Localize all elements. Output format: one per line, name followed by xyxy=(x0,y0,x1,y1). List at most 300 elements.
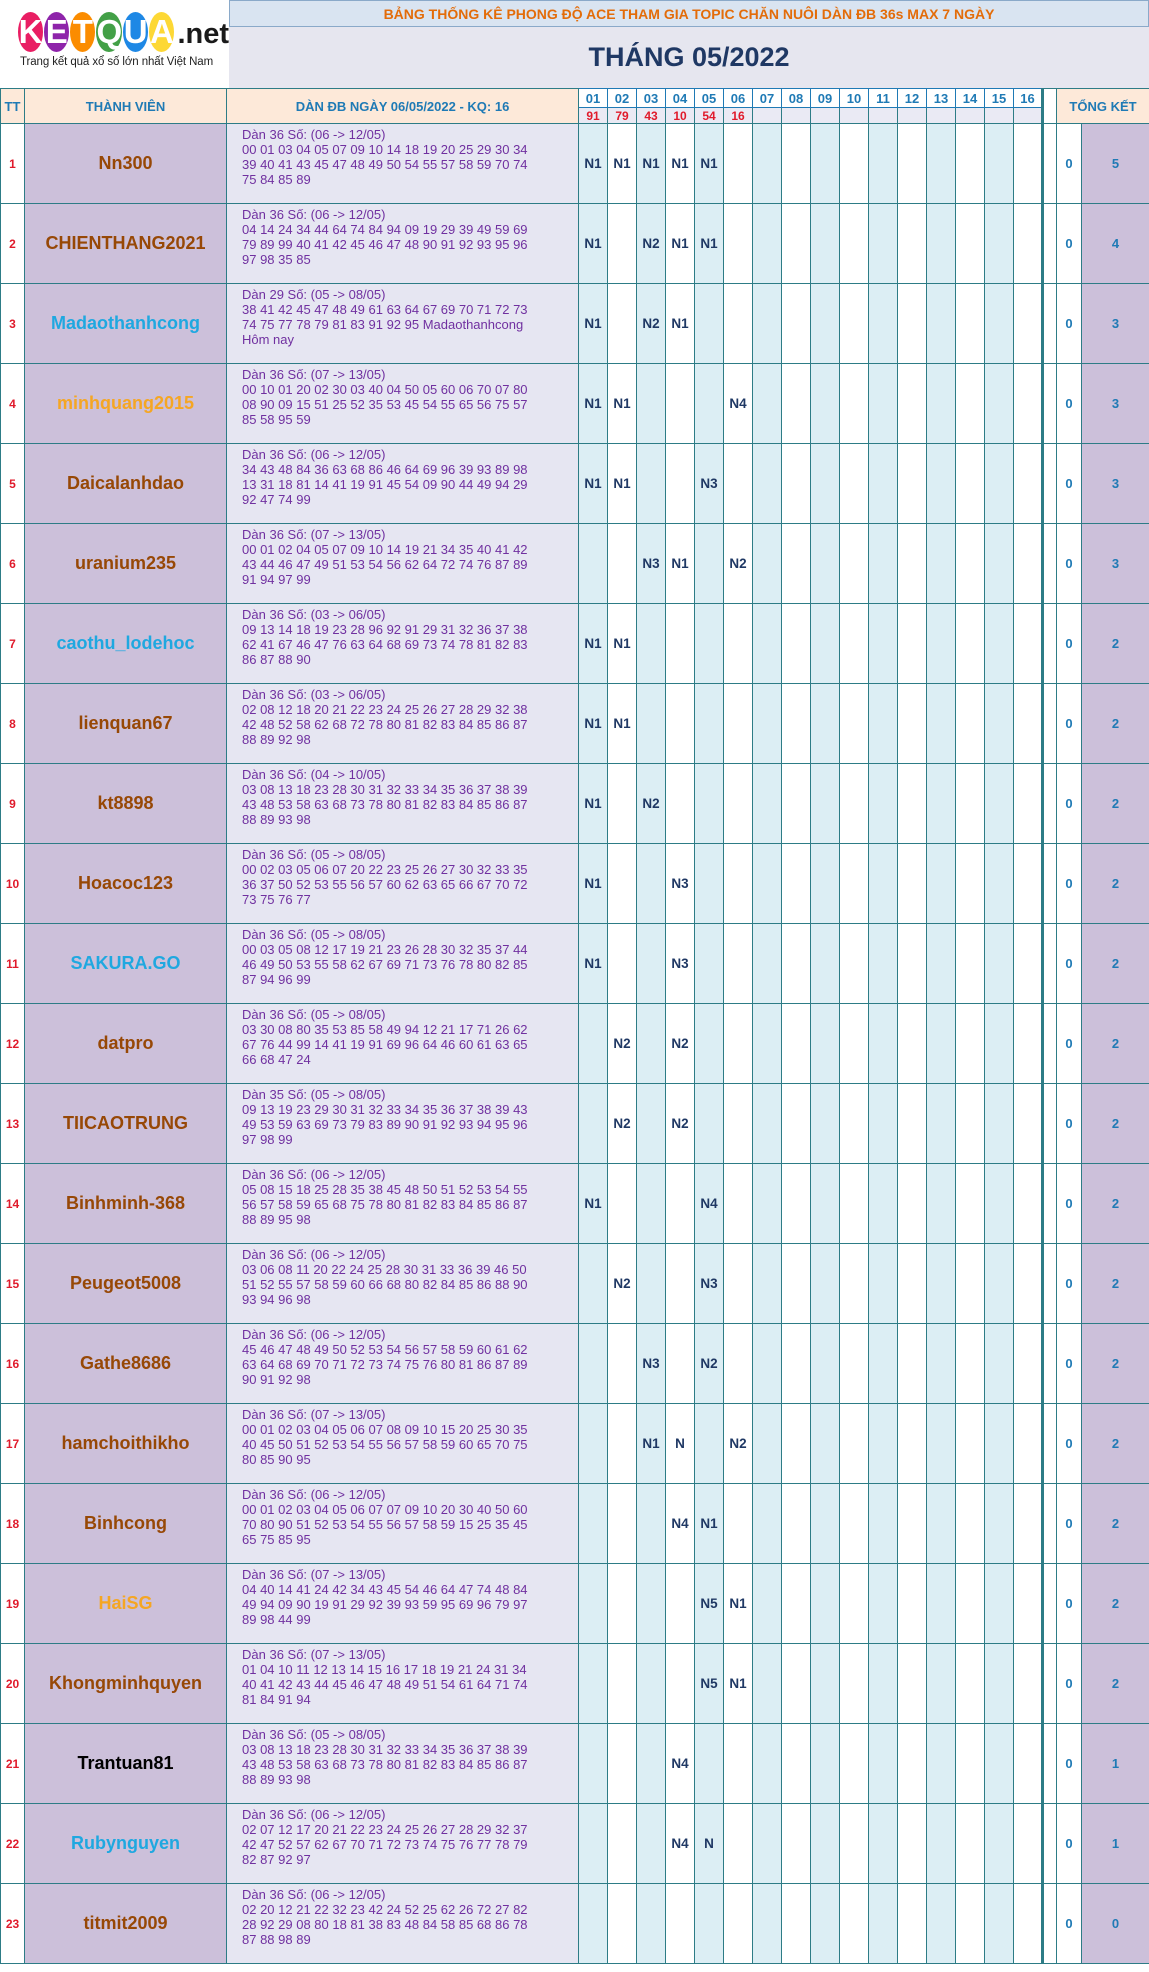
summary-zero: 0 xyxy=(1057,604,1082,684)
member-name[interactable]: Hoacoc123 xyxy=(25,844,227,924)
day-mark xyxy=(753,684,782,764)
member-name[interactable]: caothu_lodehoc xyxy=(25,604,227,684)
dan-line: 93 94 96 98 xyxy=(242,1292,311,1307)
logo-letter: T xyxy=(70,12,95,52)
dan-line: 67 76 44 99 14 41 19 91 69 96 64 46 60 61 63 65 xyxy=(242,1037,528,1052)
day-mark xyxy=(637,1884,666,1964)
day-mark xyxy=(985,124,1014,204)
day-mark xyxy=(927,684,956,764)
dan-line: 88 89 95 98 xyxy=(242,1212,311,1227)
day-mark xyxy=(1014,284,1043,364)
day-mark xyxy=(579,1724,608,1804)
day-mark xyxy=(579,1244,608,1324)
day-mark xyxy=(753,1244,782,1324)
day-mark xyxy=(666,764,695,844)
summary-total: 0 xyxy=(1082,1884,1149,1964)
day-mark xyxy=(1014,1804,1043,1884)
day-mark xyxy=(956,1164,985,1244)
dan-line: 43 44 46 47 49 51 53 54 56 62 64 72 74 76 87 89 xyxy=(242,557,528,572)
day-mark: N1 xyxy=(695,124,724,204)
dan-line: 45 46 47 48 49 50 52 53 54 56 57 58 59 60 61 62 xyxy=(242,1342,528,1357)
day-mark xyxy=(753,1644,782,1724)
day-mark xyxy=(927,1404,956,1484)
day-mark xyxy=(637,1484,666,1564)
day-mark xyxy=(811,204,840,284)
member-name[interactable]: Madaothanhcong xyxy=(25,284,227,364)
dan-line: 49 53 59 63 69 73 79 83 89 90 91 92 93 94 95 96 xyxy=(242,1117,528,1132)
day-mark xyxy=(608,1564,637,1644)
day-mark xyxy=(782,124,811,204)
member-name[interactable]: Rubynguyen xyxy=(25,1804,227,1884)
day-mark xyxy=(782,444,811,524)
row-number: 17 xyxy=(1,1404,25,1484)
member-name[interactable]: Binhminh-368 xyxy=(25,1164,227,1244)
dan-line: 87 88 98 89 xyxy=(242,1932,311,1947)
member-name[interactable]: Binhcong xyxy=(25,1484,227,1564)
row-number: 7 xyxy=(1,604,25,684)
day-mark xyxy=(782,844,811,924)
day-mark xyxy=(840,1244,869,1324)
dan-line: 40 41 42 43 44 45 46 47 48 49 51 54 61 64 71 74 xyxy=(242,1677,528,1692)
summary-total: 2 xyxy=(1082,844,1149,924)
summary-zero: 0 xyxy=(1057,1004,1082,1084)
summary-zero: 0 xyxy=(1057,204,1082,284)
member-name[interactable]: Daicalanhdao xyxy=(25,444,227,524)
day-mark xyxy=(869,1644,898,1724)
day-mark: N1 xyxy=(637,124,666,204)
column-gap xyxy=(1043,1004,1057,1084)
day-mark xyxy=(811,844,840,924)
day-mark xyxy=(782,604,811,684)
day-mark xyxy=(927,604,956,684)
dan-numbers xyxy=(227,1804,579,1884)
ketqua-logo[interactable] xyxy=(0,0,229,88)
stats-table xyxy=(0,88,1149,1964)
member-name[interactable]: Gathe8686 xyxy=(25,1324,227,1404)
day-mark xyxy=(898,1004,927,1084)
day-mark xyxy=(985,1404,1014,1484)
day-mark xyxy=(956,764,985,844)
day-mark xyxy=(666,1164,695,1244)
dan-line: Dàn 36 Số: (05 -> 08/05) xyxy=(242,1007,386,1022)
summary-total: 2 xyxy=(1082,1404,1149,1484)
day-mark xyxy=(724,764,753,844)
day-mark: N1 xyxy=(579,204,608,284)
day-mark xyxy=(666,1564,695,1644)
day-mark xyxy=(869,604,898,684)
member-name[interactable]: hamchoithikho xyxy=(25,1404,227,1484)
member-name[interactable]: titmit2009 xyxy=(25,1884,227,1964)
row-number: 10 xyxy=(1,844,25,924)
header-member: THÀNH VIÊN xyxy=(25,89,227,124)
dan-numbers xyxy=(227,1244,579,1324)
row-number: 21 xyxy=(1,1724,25,1804)
day-mark xyxy=(753,1324,782,1404)
day-mark xyxy=(753,1884,782,1964)
day-mark: N1 xyxy=(666,124,695,204)
dan-numbers xyxy=(227,1004,579,1084)
column-gap xyxy=(1043,1324,1057,1404)
day-mark xyxy=(869,284,898,364)
row-number: 9 xyxy=(1,764,25,844)
day-mark: N1 xyxy=(579,1164,608,1244)
day-mark xyxy=(579,1804,608,1884)
day-mark xyxy=(840,1404,869,1484)
day-mark xyxy=(840,1884,869,1964)
day-header: 14 xyxy=(956,89,985,108)
dan-line: Dàn 36 Số: (04 -> 10/05) xyxy=(242,767,386,782)
dan-numbers xyxy=(227,284,579,364)
day-mark xyxy=(927,204,956,284)
dan-numbers xyxy=(227,124,579,204)
day-mark xyxy=(637,364,666,444)
table-row xyxy=(1,924,1149,1004)
day-mark xyxy=(927,1644,956,1724)
day-result xyxy=(898,108,927,124)
day-mark xyxy=(753,204,782,284)
day-mark xyxy=(637,1084,666,1164)
day-mark xyxy=(956,1404,985,1484)
day-mark xyxy=(927,1724,956,1804)
day-mark xyxy=(811,684,840,764)
summary-zero: 0 xyxy=(1057,1724,1082,1804)
day-mark xyxy=(927,1324,956,1404)
day-mark xyxy=(956,444,985,524)
member-name[interactable]: minhquang2015 xyxy=(25,364,227,444)
day-mark xyxy=(840,1644,869,1724)
day-mark xyxy=(840,764,869,844)
day-mark xyxy=(753,1484,782,1564)
day-mark xyxy=(1014,1724,1043,1804)
day-mark: N1 xyxy=(608,604,637,684)
member-name[interactable]: Nn300 xyxy=(25,124,227,204)
day-header: 13 xyxy=(927,89,956,108)
member-name[interactable]: SAKURA.GO xyxy=(25,924,227,1004)
day-mark xyxy=(927,1164,956,1244)
column-gap xyxy=(1043,1484,1057,1564)
day-mark xyxy=(985,524,1014,604)
column-gap xyxy=(1043,924,1057,1004)
day-mark: N3 xyxy=(666,844,695,924)
summary-total: 2 xyxy=(1082,1244,1149,1324)
day-result xyxy=(840,108,869,124)
dan-line: 73 75 76 77 xyxy=(242,892,311,907)
column-gap xyxy=(1043,764,1057,844)
day-mark xyxy=(637,1164,666,1244)
day-mark xyxy=(956,924,985,1004)
summary-zero: 0 xyxy=(1057,1644,1082,1724)
day-mark xyxy=(956,1484,985,1564)
dan-line: 01 04 10 11 12 13 14 15 16 17 18 19 21 24 31 34 xyxy=(242,1662,527,1677)
member-name[interactable]: Trantuan81 xyxy=(25,1724,227,1804)
summary-total: 2 xyxy=(1082,1644,1149,1724)
day-mark: N3 xyxy=(695,1244,724,1324)
day-mark xyxy=(869,1804,898,1884)
day-mark xyxy=(898,364,927,444)
day-mark xyxy=(724,1804,753,1884)
table-row xyxy=(1,204,1149,284)
logo-letter: U xyxy=(123,13,148,50)
row-number: 13 xyxy=(1,1084,25,1164)
stats-body xyxy=(1,124,1149,1964)
day-mark xyxy=(985,364,1014,444)
day-mark xyxy=(695,1004,724,1084)
day-mark xyxy=(608,284,637,364)
day-mark xyxy=(811,1324,840,1404)
day-mark xyxy=(869,364,898,444)
day-mark: N1 xyxy=(724,1564,753,1644)
day-mark: N3 xyxy=(637,524,666,604)
day-mark xyxy=(927,444,956,524)
summary-zero: 0 xyxy=(1057,124,1082,204)
day-mark xyxy=(753,1164,782,1244)
day-mark: N4 xyxy=(724,364,753,444)
day-mark xyxy=(608,1164,637,1244)
logo-letter: K xyxy=(18,13,43,50)
day-mark xyxy=(811,1004,840,1084)
day-mark xyxy=(956,1004,985,1084)
day-mark xyxy=(927,124,956,204)
day-mark xyxy=(811,1244,840,1324)
dan-line: 00 02 03 05 06 07 20 22 23 25 26 27 30 32 33 35 xyxy=(242,862,528,877)
row-number: 14 xyxy=(1,1164,25,1244)
day-mark xyxy=(608,924,637,1004)
member-name[interactable]: lienquan67 xyxy=(25,684,227,764)
day-mark xyxy=(724,1164,753,1244)
day-mark xyxy=(869,444,898,524)
member-name[interactable]: TIICAOTRUNG xyxy=(25,1084,227,1164)
day-mark: N1 xyxy=(579,924,608,1004)
day-mark xyxy=(869,764,898,844)
day-mark xyxy=(985,1804,1014,1884)
dan-line: 88 89 93 98 xyxy=(242,812,311,827)
day-mark xyxy=(724,204,753,284)
day-mark xyxy=(608,1484,637,1564)
day-result xyxy=(985,108,1014,124)
day-mark xyxy=(898,844,927,924)
day-header: 07 xyxy=(753,89,782,108)
day-header: 12 xyxy=(898,89,927,108)
day-mark xyxy=(1014,1324,1043,1404)
day-mark xyxy=(608,844,637,924)
summary-total: 2 xyxy=(1082,764,1149,844)
day-mark: N1 xyxy=(579,124,608,204)
dan-line: 38 41 42 45 47 48 49 61 63 64 67 69 70 71 72 73 xyxy=(242,302,528,317)
column-gap xyxy=(1043,1164,1057,1244)
column-gap xyxy=(1043,1724,1057,1804)
dan-line: 88 89 92 98 xyxy=(242,732,311,747)
day-mark xyxy=(782,1804,811,1884)
day-mark xyxy=(753,124,782,204)
day-mark xyxy=(782,204,811,284)
table-row xyxy=(1,1004,1149,1084)
dan-line: 85 58 95 59 xyxy=(242,412,311,427)
dan-line: 87 94 96 99 xyxy=(242,972,311,987)
day-mark xyxy=(898,604,927,684)
day-mark xyxy=(608,1404,637,1484)
summary-zero: 0 xyxy=(1057,1164,1082,1244)
day-mark xyxy=(985,1724,1014,1804)
day-result xyxy=(869,108,898,124)
column-gap xyxy=(1043,124,1057,204)
dan-line: 92 47 74 99 xyxy=(242,492,311,507)
day-mark xyxy=(753,1004,782,1084)
day-mark xyxy=(956,364,985,444)
column-gap xyxy=(1043,89,1057,124)
summary-total: 3 xyxy=(1082,284,1149,364)
member-name[interactable]: datpro xyxy=(25,1004,227,1084)
day-mark xyxy=(782,1004,811,1084)
day-mark xyxy=(811,1644,840,1724)
table-row xyxy=(1,1564,1149,1644)
member-name[interactable]: uranium235 xyxy=(25,524,227,604)
dan-line: Dàn 36 Số: (06 -> 12/05) xyxy=(242,1887,386,1902)
day-mark xyxy=(898,524,927,604)
day-mark: N2 xyxy=(666,1004,695,1084)
day-mark xyxy=(869,1404,898,1484)
day-mark xyxy=(840,1804,869,1884)
day-mark xyxy=(956,844,985,924)
table-row xyxy=(1,1644,1149,1724)
day-mark xyxy=(695,924,724,1004)
day-mark xyxy=(753,364,782,444)
day-mark xyxy=(1014,844,1043,924)
day-mark xyxy=(579,1084,608,1164)
dan-line: 03 08 13 18 23 28 30 31 32 33 34 35 36 37 38 39 xyxy=(242,1742,528,1757)
table-row xyxy=(1,1244,1149,1324)
member-name[interactable]: Khongminhquyen xyxy=(25,1644,227,1724)
dan-line: 09 13 19 23 29 30 31 32 33 34 35 36 37 38 39 43 xyxy=(242,1102,528,1117)
day-mark xyxy=(869,1724,898,1804)
day-mark xyxy=(985,1244,1014,1324)
summary-zero: 0 xyxy=(1057,1804,1082,1884)
dan-numbers xyxy=(227,844,579,924)
day-mark xyxy=(579,1484,608,1564)
row-number: 22 xyxy=(1,1804,25,1884)
dan-line: Dàn 36 Số: (05 -> 08/05) xyxy=(242,1727,386,1742)
day-mark xyxy=(898,1404,927,1484)
dan-line: 62 41 67 46 47 76 63 64 68 69 73 74 78 81 82 83 xyxy=(242,637,528,652)
day-mark xyxy=(985,284,1014,364)
day-mark xyxy=(927,844,956,924)
day-mark xyxy=(811,124,840,204)
day-mark xyxy=(898,204,927,284)
day-mark xyxy=(869,1564,898,1644)
day-mark xyxy=(898,684,927,764)
summary-total: 2 xyxy=(1082,684,1149,764)
dan-line: 97 98 35 85 xyxy=(242,252,311,267)
table-row xyxy=(1,1324,1149,1404)
column-gap xyxy=(1043,1244,1057,1324)
day-mark xyxy=(956,1564,985,1644)
dan-line: Dàn 36 Số: (07 -> 13/05) xyxy=(242,367,386,382)
member-name[interactable]: CHIENTHANG2021 xyxy=(25,204,227,284)
dan-line: 88 89 93 98 xyxy=(242,1772,311,1787)
day-mark xyxy=(840,124,869,204)
day-mark xyxy=(724,124,753,204)
summary-zero: 0 xyxy=(1057,1564,1082,1644)
summary-total: 2 xyxy=(1082,1484,1149,1564)
column-gap xyxy=(1043,1404,1057,1484)
day-mark xyxy=(608,524,637,604)
day-mark xyxy=(579,1564,608,1644)
day-mark xyxy=(840,1004,869,1084)
day-mark xyxy=(840,1324,869,1404)
day-mark xyxy=(753,764,782,844)
day-mark xyxy=(869,524,898,604)
dan-line: 80 85 90 95 xyxy=(242,1452,311,1467)
dan-numbers xyxy=(227,1164,579,1244)
dan-line: 00 01 02 03 04 05 06 07 08 09 10 15 20 25 30 35 xyxy=(242,1422,528,1437)
column-gap xyxy=(1043,284,1057,364)
day-mark xyxy=(1014,1244,1043,1324)
day-mark xyxy=(1014,924,1043,1004)
day-result xyxy=(1014,108,1043,124)
day-mark xyxy=(840,1484,869,1564)
day-mark xyxy=(869,1484,898,1564)
day-mark xyxy=(869,204,898,284)
day-mark: N3 xyxy=(637,1324,666,1404)
dan-line: Dàn 36 Số: (07 -> 13/05) xyxy=(242,527,386,542)
day-mark xyxy=(782,1324,811,1404)
member-name[interactable]: kt8898 xyxy=(25,764,227,844)
dan-line: Dàn 36 Số: (06 -> 12/05) xyxy=(242,207,386,222)
dan-line: 00 01 02 04 05 07 09 10 14 19 21 34 35 40 41 42 xyxy=(242,542,528,557)
column-gap xyxy=(1043,524,1057,604)
day-mark xyxy=(753,604,782,684)
day-mark: N3 xyxy=(695,444,724,524)
day-mark xyxy=(898,1564,927,1644)
day-mark xyxy=(811,1884,840,1964)
day-mark xyxy=(637,1644,666,1724)
dan-line: Dàn 36 Số: (06 -> 12/05) xyxy=(242,1487,386,1502)
member-name[interactable]: HaiSG xyxy=(25,1564,227,1644)
day-mark xyxy=(579,1004,608,1084)
day-header: 15 xyxy=(985,89,1014,108)
day-mark: N2 xyxy=(724,524,753,604)
dan-line: 08 90 09 15 51 25 52 35 53 45 54 55 65 56 75 57 xyxy=(242,397,528,412)
table-row xyxy=(1,1804,1149,1884)
summary-total: 1 xyxy=(1082,1724,1149,1804)
day-header: 10 xyxy=(840,89,869,108)
day-mark xyxy=(898,1324,927,1404)
dan-line: 40 45 50 51 52 53 54 55 56 57 58 59 60 65 70 75 xyxy=(242,1437,528,1452)
day-result: 16 xyxy=(724,108,753,124)
logo-letter: E xyxy=(45,13,68,50)
dan-line: 63 64 68 69 70 71 72 73 74 75 76 80 81 86 87 89 xyxy=(242,1357,528,1372)
dan-line: 74 75 77 78 79 81 83 91 92 95 Madaothanhcong xyxy=(242,317,524,332)
dan-line: 51 52 55 57 58 59 60 66 68 80 82 84 85 86 88 90 xyxy=(242,1277,528,1292)
day-header: 11 xyxy=(869,89,898,108)
row-number: 23 xyxy=(1,1884,25,1964)
summary-total: 3 xyxy=(1082,444,1149,524)
day-mark xyxy=(956,284,985,364)
day-mark xyxy=(956,1724,985,1804)
day-mark xyxy=(724,1724,753,1804)
day-mark xyxy=(869,1244,898,1324)
summary-zero: 0 xyxy=(1057,764,1082,844)
day-mark xyxy=(985,1004,1014,1084)
summary-total: 2 xyxy=(1082,924,1149,1004)
dan-line: 00 01 03 04 05 07 09 10 14 18 19 20 25 29 30 34 xyxy=(242,142,528,157)
day-result: 54 xyxy=(695,108,724,124)
dan-line: Dàn 35 Số: (05 -> 08/05) xyxy=(242,1087,386,1102)
member-name[interactable]: Peugeot5008 xyxy=(25,1244,227,1324)
dan-line: 13 31 18 81 14 41 19 91 45 54 09 90 44 49 94 29 xyxy=(242,477,528,492)
day-mark xyxy=(753,844,782,924)
day-mark xyxy=(637,844,666,924)
dan-line: 09 13 14 18 19 23 28 96 92 91 29 31 32 36 37 38 xyxy=(242,622,528,637)
